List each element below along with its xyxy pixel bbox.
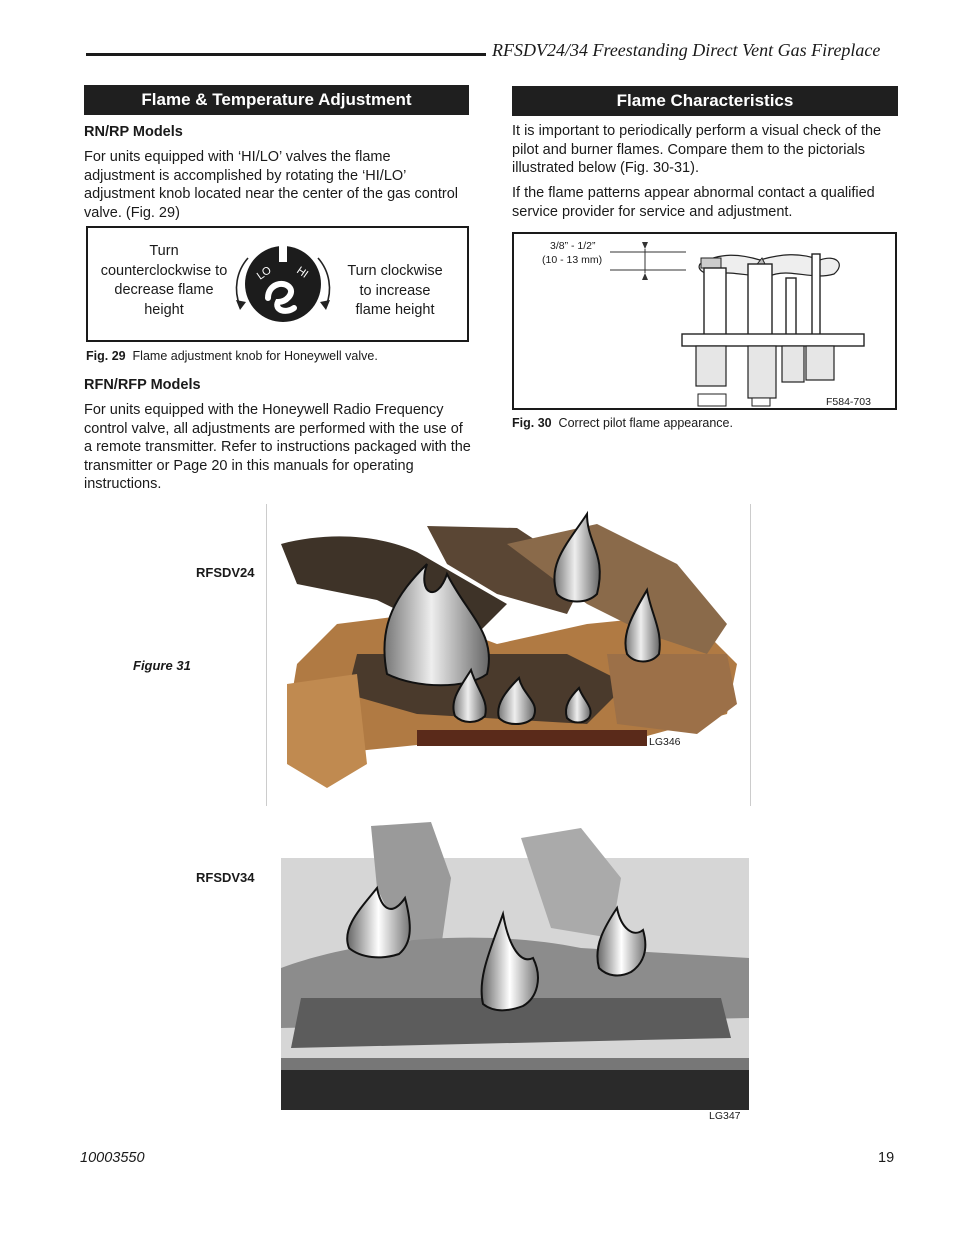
fig30-caption	[512, 416, 733, 430]
rfsdv24-log-set-illustration	[267, 504, 750, 806]
page-number: 19	[878, 1150, 895, 1166]
fig29-caption-text: Flame adjustment knob for Honeywell valve.	[132, 349, 378, 363]
fig29-left-text: Turn counterclockwise to decrease flame height	[100, 243, 228, 318]
lg347-code: LG347	[709, 1110, 741, 1122]
lg346-code: LG346	[649, 736, 681, 748]
hi-lo-knob-icon	[228, 236, 338, 336]
rfsdv24-log-photo	[266, 504, 751, 806]
fig30-pilot-diagram	[512, 232, 897, 410]
fig30-caption-text: Correct pilot flame appearance.	[558, 416, 733, 430]
fig30-dim-mm: (10 - 13 mm)	[542, 254, 603, 266]
flame-characteristics-para2: If the flame patterns appear abnormal contact a qualified service provider for service and adjustment.	[512, 185, 875, 220]
page-header-title: RFSDV24/34 Freestanding Direct Vent Gas Fireplace	[492, 40, 881, 60]
section-heading-flame-characteristics: Flame Characteristics	[512, 86, 898, 116]
rfn-models-text: For units equipped with the Honeywell Radio Frequency control valve, all adjustments are performed with the use of a remote transmitter. Refer to instructions packaged with the transmitter or Page 20 in this manuals for operating instructions.	[84, 402, 471, 492]
figure31-label: Figure 31	[133, 658, 191, 673]
header-rule	[86, 53, 486, 56]
rfsdv34-log-photo	[281, 818, 749, 1110]
rfn-models-title: RFN/RFP Models	[84, 377, 201, 393]
fig29-right-text: Turn clockwise to increase flame height	[347, 263, 443, 318]
fig30-caption-number: Fig. 30	[512, 416, 552, 430]
rn-models-title: RN/RP Models	[84, 124, 183, 140]
fig29-knob-diagram	[86, 226, 469, 342]
knob-hi-label: HI	[294, 264, 311, 281]
document-number: 10003550	[80, 1150, 145, 1166]
rn-models-text: For units equipped with ‘HI/LO’ valves the flame adjustment is accomplished by rotating the ‘HI/LO’ adjustment knob located near the center of the gas control valve. (Fig. 29)	[84, 149, 459, 221]
fig30-code: F584-703	[826, 396, 871, 408]
fig30-dim-inch: 3/8” - 1/2”	[550, 240, 596, 252]
rfsdv24-label: RFSDV24	[196, 565, 255, 580]
rfsdv34-log-set-illustration	[281, 818, 749, 1110]
section-heading-flame-temperature: Flame & Temperature Adjustment	[84, 85, 469, 115]
rfsdv34-label: RFSDV34	[196, 870, 255, 885]
flame-characteristics-para1: It is important to periodically perform a visual check of the pilot and burner flames. Compare them to the pictorials illustrated below (Fig. 30-31).	[512, 123, 882, 176]
fig29-caption-number: Fig. 29	[86, 349, 126, 363]
fig29-caption	[86, 349, 378, 363]
pilot-assembly-illustration	[514, 234, 895, 408]
knob-lo-label: LO	[254, 264, 274, 283]
